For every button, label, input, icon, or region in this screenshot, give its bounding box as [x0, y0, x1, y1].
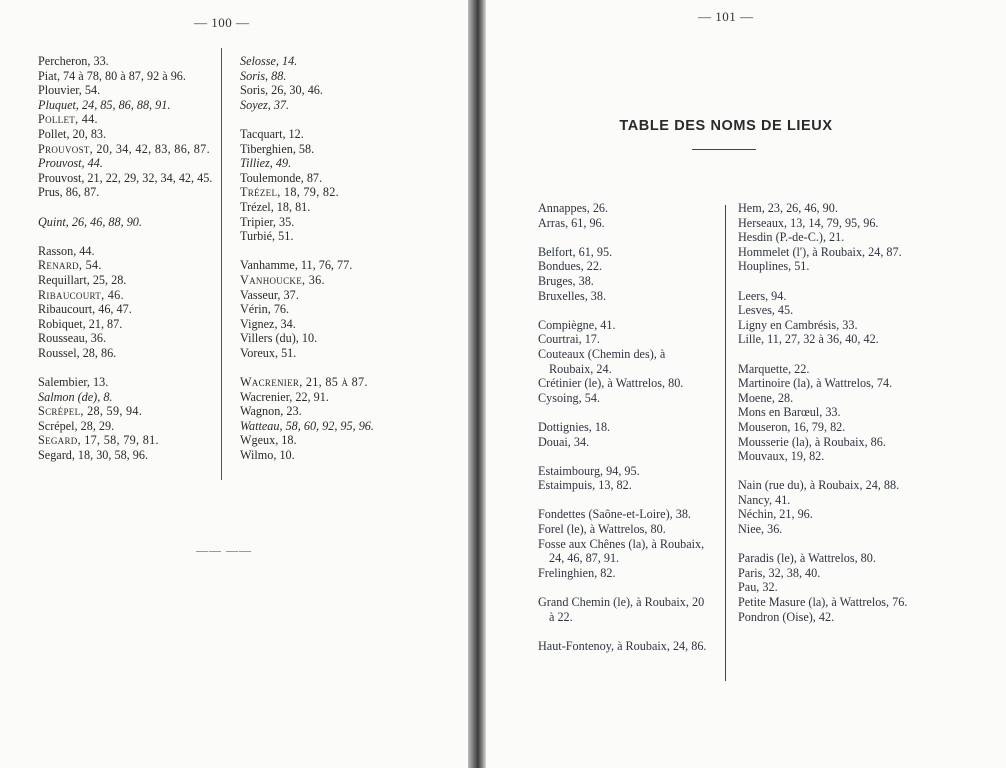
- index-entry: Leers, 94.: [738, 288, 787, 303]
- index-entry: Lesves, 45.: [738, 303, 794, 318]
- index-entry: Ligny en Cambrésis, 33.: [738, 317, 858, 332]
- index-entry: Wilmo, 10.: [240, 448, 295, 463]
- index-group-h: [538, 639, 712, 654]
- index-entry: Piat, 74 à 78, 80 à 87, 92 à 96.: [38, 68, 186, 83]
- book-spine-gutter: [468, 0, 486, 768]
- index-entry: Cysoing, 54.: [538, 390, 600, 405]
- index-entry: Tilliez, 49.: [240, 156, 292, 171]
- index-group-h2: [738, 201, 918, 274]
- index-entry: Vanhamme, 11, 76, 77.: [240, 258, 353, 273]
- index-entry: Ribaucourt, 46, 47.: [38, 302, 132, 317]
- index-entry: Trézel, 18, 81.: [240, 199, 311, 214]
- index-entry: Prus, 86, 87.: [38, 185, 100, 200]
- index-entry: Segard, 18, 30, 58, 96.: [38, 448, 149, 463]
- index-entry: Marquette, 22.: [738, 361, 810, 376]
- index-entry: Selosse, 14.: [240, 54, 298, 68]
- index-entry: Villers (du), 10.: [240, 331, 318, 346]
- index-group-b: [538, 245, 712, 303]
- index-entry: Crétinier (le), à Wattrelos, 80.: [538, 376, 684, 391]
- index-entry: Herseaux, 13, 14, 79, 95, 96.: [738, 215, 879, 230]
- index-entry: Segard, 17, 58, 79, 81.: [38, 433, 159, 448]
- index-entry: Fosse aux Chênes (la), à Roubaix, 24, 46, 87, 91.: [538, 536, 705, 566]
- index-entry: Couteaux (Chemin des), à Roubaix, 24.: [538, 346, 666, 376]
- index-entry: Moene, 28.: [738, 390, 794, 405]
- index-entry: Pondron (Oise), 42.: [738, 609, 835, 624]
- index-entry: Nancy, 41.: [738, 492, 791, 507]
- section-title: TABLE DES NOMS DE LIEUX: [619, 118, 833, 134]
- page-number-left: — 100 —: [194, 15, 250, 30]
- index-entry: Paradis (le), à Wattrelos, 80.: [738, 551, 876, 566]
- index-entry: Robiquet, 21, 87.: [38, 316, 123, 331]
- index-entry: Pollet, 44.: [38, 112, 98, 127]
- index-entry: Bondues, 22.: [538, 259, 602, 274]
- index-entry: Pluquet, 24, 85, 86, 88, 91.: [38, 97, 171, 112]
- page-number-right: — 101 —: [698, 9, 754, 24]
- index-entry: Voreux, 51.: [240, 345, 297, 360]
- title-rule: [692, 149, 756, 150]
- index-entry: Prouvost, 21, 22, 29, 32, 34, 42, 45.: [38, 170, 213, 185]
- index-entry: Rasson, 44.: [38, 243, 95, 258]
- index-group-s2: [240, 54, 420, 112]
- index-entry: Quint, 26, 46, 88, 90.: [38, 214, 142, 229]
- index-entry: Watteau, 58, 60, 92, 95, 96.: [240, 418, 374, 433]
- index-entry: Wacrenier, 22, 91.: [240, 389, 329, 404]
- index-group-d: [538, 420, 712, 449]
- index-entry: Douai, 34.: [538, 434, 590, 449]
- index-entry: Trézel, 18, 79, 82.: [240, 185, 340, 200]
- index-entry: Vanhoucke, 36.: [240, 272, 325, 287]
- index-entry: Bruxelles, 38.: [538, 288, 607, 303]
- index-group-s: [38, 375, 214, 463]
- index-entry: Percheron, 33.: [38, 54, 109, 68]
- index-entry: Salembier, 13.: [38, 375, 109, 390]
- index-group-t: [240, 127, 420, 244]
- index-entry: Nain (rue du), à Roubaix, 24, 88.: [738, 478, 900, 493]
- index-entry: Néchin, 21, 96.: [738, 507, 813, 522]
- left-page: [0, 0, 468, 768]
- index-group-v: [240, 258, 420, 360]
- index-entry: Petite Masure (la), à Wattrelos, 76.: [738, 595, 908, 610]
- index-entry: Pau, 32.: [738, 580, 778, 595]
- index-group-n: [738, 478, 918, 536]
- index-entry: Roussel, 28, 86.: [38, 345, 117, 360]
- index-entry: Hommelet (l'), à Roubaix, 24, 87.: [738, 244, 902, 259]
- index-group-l: [738, 289, 918, 347]
- column-divider-left: [221, 48, 222, 480]
- name-index-column-1: [38, 54, 214, 463]
- index-entry: Hem, 23, 26, 46, 90.: [738, 201, 838, 215]
- index-entry: Estaimbourg, 94, 95.: [538, 463, 640, 478]
- index-entry: Soris, 26, 30, 46.: [240, 83, 323, 98]
- column-divider-right: [725, 205, 726, 681]
- index-entry: Turbié, 51.: [240, 229, 294, 244]
- index-entry: Niee, 36.: [738, 522, 783, 537]
- index-entry: Arras, 61, 96.: [538, 215, 605, 230]
- place-index-column-1: [538, 201, 712, 653]
- index-entry: Estaimpuis, 13, 82.: [538, 478, 632, 493]
- index-entry: Soyez, 37.: [240, 97, 290, 112]
- index-group-q: [38, 215, 214, 230]
- index-entry: Requillart, 25, 28.: [38, 272, 127, 287]
- index-entry: Soris, 88.: [240, 68, 287, 83]
- index-entry: Martinoire (la), à Wattrelos, 74.: [738, 376, 893, 391]
- index-group-c: [538, 318, 712, 406]
- index-group-g: [538, 595, 712, 624]
- index-entry: Annappes, 26.: [538, 201, 609, 215]
- index-entry: Pollet, 20, 83.: [38, 126, 107, 141]
- index-entry: Fondettes (Saône-et-Loire), 38.: [538, 507, 691, 522]
- index-group-f: [538, 507, 712, 580]
- index-entry: Tacquart, 12.: [240, 126, 304, 141]
- right-page: [486, 0, 1006, 768]
- index-group-p2: [738, 551, 918, 624]
- index-entry: Lille, 11, 27, 32 à 36, 40, 42.: [738, 332, 879, 347]
- index-entry: Mouseron, 16, 79, 82.: [738, 419, 846, 434]
- place-index-column-2: [738, 201, 918, 624]
- index-group-a: [538, 201, 712, 230]
- index-entry: Tripier, 35.: [240, 214, 295, 229]
- index-entry: Courtrai, 17.: [538, 332, 600, 347]
- index-entry: Belfort, 61, 95.: [538, 244, 613, 259]
- index-entry: Wacrenier, 21, 85 à 87.: [240, 375, 368, 390]
- end-ornament: —— ——: [196, 543, 252, 557]
- index-entry: Frelinghien, 82.: [538, 565, 616, 580]
- index-entry: Mons en Barœul, 33.: [738, 405, 841, 420]
- index-entry: Hesdin (P.-de-C.), 21.: [738, 230, 845, 245]
- index-entry: Prouvost, 20, 34, 42, 83, 86, 87.: [38, 141, 210, 156]
- index-entry: Rousseau, 36.: [38, 331, 107, 346]
- index-entry: Scrépel, 28, 59, 94.: [38, 404, 143, 419]
- index-entry: Bruges, 38.: [538, 273, 594, 288]
- index-entry: Grand Chemin (le), à Roubaix, 20 à 22.: [538, 595, 705, 624]
- index-entry: Compiègne, 41.: [538, 317, 616, 332]
- index-entry: Scrépel, 28, 29.: [38, 418, 115, 433]
- index-entry: Prouvost, 44.: [38, 156, 103, 171]
- index-entry: Paris, 32, 38, 40.: [738, 565, 821, 580]
- index-entry: Mousserie (la), à Roubaix, 86.: [738, 434, 886, 449]
- index-entry: Salmon (de), 8.: [38, 389, 113, 404]
- index-entry: Renard, 54.: [38, 258, 102, 273]
- index-entry: Haut-Fontenoy, à Roubaix, 24, 86.: [538, 638, 707, 653]
- index-entry: Dottignies, 18.: [538, 419, 611, 434]
- index-entry: Vérin, 76.: [240, 302, 290, 317]
- index-entry: Toulemonde, 87.: [240, 170, 323, 185]
- index-entry: Ribaucourt, 46.: [38, 287, 124, 302]
- index-entry: Tiberghien, 58.: [240, 141, 315, 156]
- index-group-e: [538, 464, 712, 493]
- index-group-r: [38, 244, 214, 361]
- name-index-column-2: [240, 54, 420, 463]
- index-entry: Houplines, 51.: [738, 259, 810, 274]
- index-entry: Mouvaux, 19, 82.: [738, 449, 825, 464]
- index-group-m: [738, 362, 918, 464]
- index-entry: Plouvier, 54.: [38, 83, 101, 98]
- index-entry: Wgeux, 18.: [240, 433, 297, 448]
- index-group-p: [38, 54, 214, 200]
- index-entry: Vignez, 34.: [240, 316, 296, 331]
- index-entry: Forel (le), à Wattrelos, 80.: [538, 522, 666, 537]
- index-group-w: [240, 375, 420, 463]
- index-entry: Vasseur, 37.: [240, 287, 299, 302]
- index-entry: Wagnon, 23.: [240, 404, 302, 419]
